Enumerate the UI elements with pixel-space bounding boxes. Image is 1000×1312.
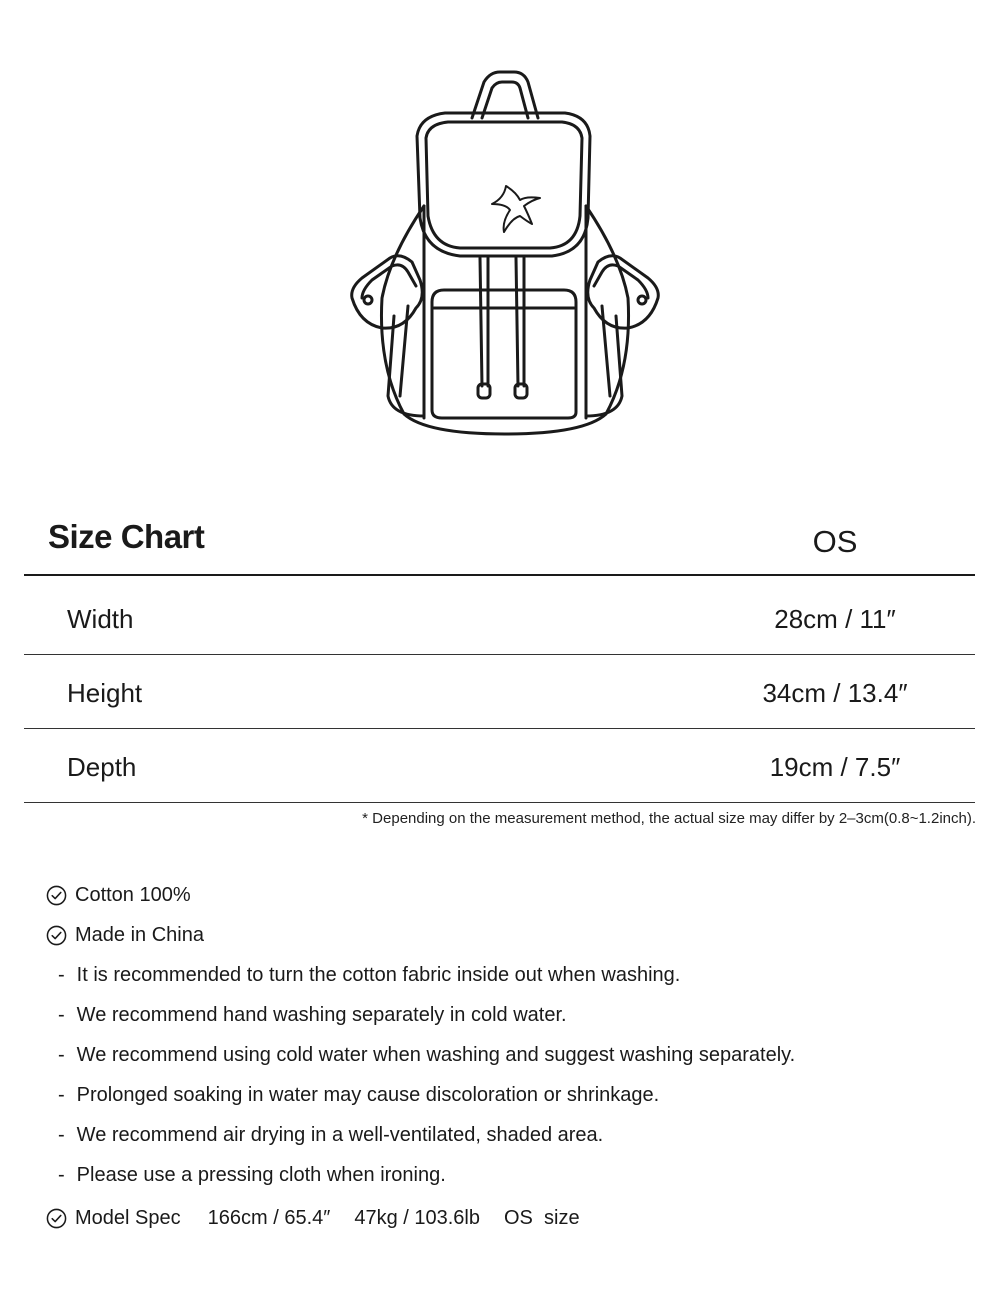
check-circle-icon [46,885,67,906]
dash-bullet: - [58,1163,65,1186]
dash-bullet: - [58,1003,65,1026]
dash-bullet: - [58,963,65,986]
row-value: 19cm / 7.5″ [769,752,901,782]
size-column-header: OS [812,524,858,559]
model-weight: 47kg / 103.6lb [354,1206,480,1229]
care-item [46,955,966,995]
row-label: Height [67,678,143,708]
care-text: We recommend hand washing separately in cold water. [76,1003,567,1026]
model-size: OS size [504,1206,580,1229]
care-text: Please use a pressing cloth when ironing. [76,1163,446,1186]
size-row-width [24,581,975,655]
care-item [46,995,966,1035]
dash-bullet: - [58,1043,65,1066]
care-text: Prolonged soaking in water may cause discoloration or shrinkage. [76,1083,660,1106]
size-chart-title: Size Chart [48,518,205,555]
dash-bullet: - [58,1083,65,1106]
care-item [46,1035,966,1075]
care-item [46,1155,966,1195]
material-text: Cotton 100% [75,883,191,906]
care-text: We recommend using cold water when washing and suggest washing separately. [76,1043,796,1066]
model-height: 166cm / 65.4″ [207,1206,331,1229]
row-value: 34cm / 13.4″ [762,678,908,708]
measurement-note: * Depending on the measurement method, the actual size may differ by 2–3cm(0.8~1.2inch). [362,810,976,827]
row-label: Depth [67,752,137,782]
check-circle-icon [46,1208,67,1229]
care-text: It is recommended to turn the cotton fabric inside out when washing. [76,963,681,986]
product-info [46,875,966,1238]
model-spec-line [46,1198,966,1238]
row-value: 28cm / 11″ [774,604,896,634]
size-row-height [24,655,975,729]
size-chart-header [24,510,975,576]
origin-text: Made in China [75,923,204,946]
care-item [46,1115,966,1155]
size-row-depth [24,729,975,803]
model-spec-label: Model Spec [75,1206,181,1229]
dash-bullet: - [58,1123,65,1146]
care-text: We recommend air drying in a well-ventilated, shaded area. [76,1123,604,1146]
material-line [46,875,966,915]
row-label: Width [67,604,134,634]
check-circle-icon [46,925,67,946]
care-item [46,1075,966,1115]
origin-line [46,915,966,955]
starfish-icon [492,186,540,232]
backpack-icon [320,66,690,442]
